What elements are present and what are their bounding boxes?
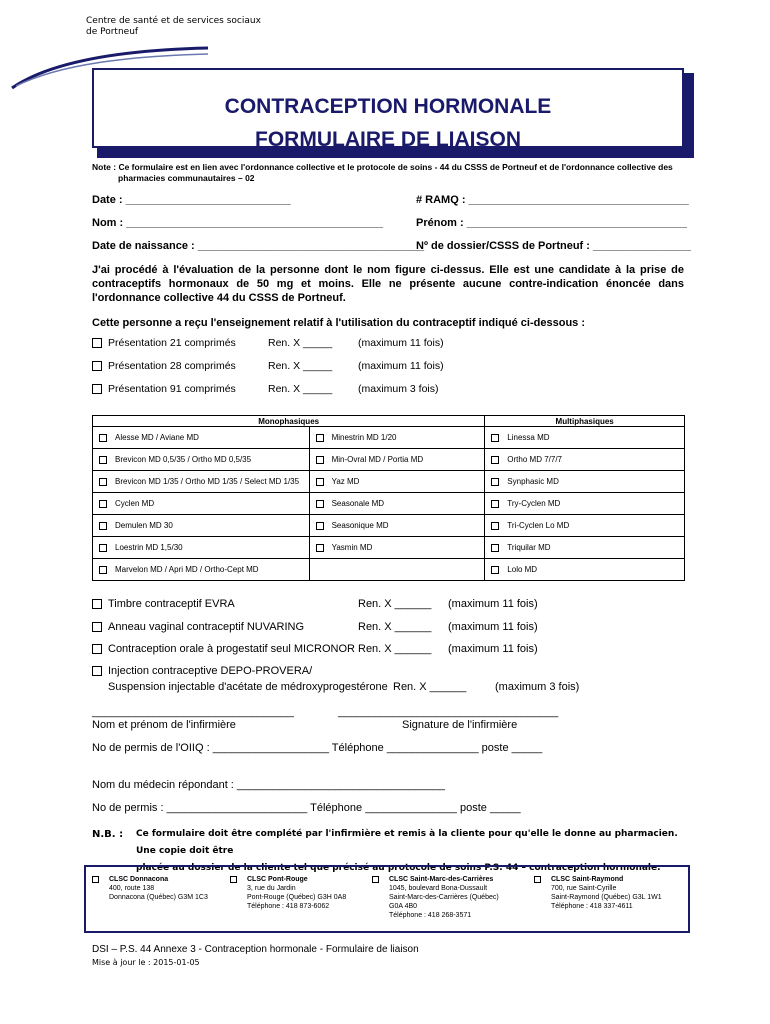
date-naissance-field[interactable]: Date de naissance : _____________________________________ xyxy=(92,240,425,252)
med-label: Triquilar MD xyxy=(507,543,551,552)
clsc-postal: G0A 4B0 xyxy=(389,903,418,910)
med-label: Loestrin MD 1,5/30 xyxy=(115,543,183,552)
depo-provera-row xyxy=(92,665,312,677)
page-title: CONTRACEPTION HORMONALE xyxy=(224,95,552,118)
max-label: (maximum 11 fois) xyxy=(448,598,538,610)
max-label: (maximum 11 fois) xyxy=(358,337,444,349)
max-label: (maximum 3 fois) xyxy=(358,383,439,395)
max-label: (maximum 3 fois) xyxy=(495,681,580,693)
med-label: Synphasic MD xyxy=(507,477,559,486)
med-label: Min-Ovral MD / Portia MD xyxy=(331,455,424,464)
evaluation-paragraph: J'ai procédé à l'évaluation de la personne dont le nom figure ci-dessus. Elle est une candidate à la prise de contraceptifs hormonaux de 50 mg et moins. Elle ne présente aucune contre-indication énoncée dans l'ordonnance collective 44 du CSSS de Portneuf. xyxy=(92,264,684,304)
med-label: Demulen MD 30 xyxy=(115,521,173,530)
clsc-checkbox[interactable] xyxy=(230,876,237,883)
clsc-checkbox[interactable] xyxy=(372,876,379,883)
med-checkbox[interactable] xyxy=(491,522,499,530)
med-label: Tri-Cyclen Lo MD xyxy=(507,521,570,530)
empty-cell xyxy=(309,559,485,581)
clsc-city: Saint-Raymond (Québec) G3L 1W1 xyxy=(551,894,662,901)
clsc-address: 400, route 138 xyxy=(109,885,155,892)
med-label: Ortho MD 7/7/7 xyxy=(507,455,562,464)
clsc-box xyxy=(84,865,690,933)
clsc-address: 1045, boulevard Bona-Dussault xyxy=(389,885,488,892)
presentation-28-checkbox[interactable] xyxy=(92,361,102,371)
clsc-saint-raymond xyxy=(534,875,662,911)
footer-update-date: Mise à jour le : 2015-01-05 xyxy=(92,958,200,967)
clsc-donnacona xyxy=(92,875,208,902)
med-label: Seasonale MD xyxy=(331,499,385,508)
dossier-field[interactable]: Nº de dossier/CSSS de Portneuf : ________________ xyxy=(416,240,691,252)
ren-field[interactable]: Ren. X ______ xyxy=(358,598,432,610)
title-box xyxy=(92,68,684,151)
enseignement-paragraph: Cette personne a reçu l'enseignement relatif à l'utilisation du contraceptif indiqué ci-dessous : xyxy=(92,317,585,329)
ren-field[interactable]: Ren. X _____ xyxy=(268,383,333,395)
med-checkbox[interactable] xyxy=(99,456,107,464)
clsc-address: 3, rue du Jardin xyxy=(247,885,296,892)
depo-provera-checkbox[interactable] xyxy=(92,666,102,676)
med-label: Lolo MD xyxy=(507,565,538,574)
nom-field[interactable]: Nom : __________________________________________ xyxy=(92,217,384,229)
table-row xyxy=(93,471,685,493)
table-row xyxy=(93,515,685,537)
med-checkbox[interactable] xyxy=(99,522,107,530)
max-label: (maximum 11 fois) xyxy=(448,621,538,633)
max-label: (maximum 11 fois) xyxy=(358,360,444,372)
ren-field[interactable]: Ren. X ______ xyxy=(393,681,467,693)
multiphasiques-header: Multiphasiques xyxy=(485,416,685,427)
med-label: Yasmin MD xyxy=(331,543,373,552)
clsc-pont-rouge xyxy=(230,875,346,911)
clsc-checkbox[interactable] xyxy=(92,876,99,883)
med-checkbox[interactable] xyxy=(491,566,499,574)
presentation-label: Présentation 91 comprimés xyxy=(108,383,236,395)
nuvaring-label: Anneau vaginal contraceptif NUVARING xyxy=(108,621,305,633)
med-label: Cyclen MD xyxy=(115,499,155,508)
med-checkbox[interactable] xyxy=(491,478,499,486)
med-label: Brevicon MD 1/35 / Ortho MD 1/35 / Select MD 1/35 xyxy=(115,477,300,486)
presentation-21-checkbox[interactable] xyxy=(92,338,102,348)
clsc-name: CLSC Donnacona xyxy=(109,876,169,883)
table-row xyxy=(93,449,685,471)
clsc-city: Saint-Marc-des-Carrières (Québec) xyxy=(389,894,499,901)
presentation-21-row xyxy=(92,337,236,349)
presentation-91-checkbox[interactable] xyxy=(92,384,102,394)
presentation-91-row xyxy=(92,383,236,395)
clsc-address: 700, rue Saint-Cyrille xyxy=(551,885,617,892)
med-label: Minestrin MD 1/20 xyxy=(331,433,397,442)
clsc-phone: Téléphone : 418 337-4611 xyxy=(551,903,633,910)
nb-label: N.B. : xyxy=(92,829,124,840)
med-checkbox[interactable] xyxy=(316,434,324,442)
nom-infirmiere-line[interactable]: _________________________________ xyxy=(92,706,294,718)
depo-provera-sublabel: Suspension injectable d'acétate de médroxyprogestérone xyxy=(108,681,388,693)
micronor-label: Contraception orale à progestatif seul MICRONOR xyxy=(108,643,355,655)
permis-medecin-field[interactable]: No de permis : _______________________ Téléphone _______________ poste _____ xyxy=(92,802,521,814)
med-checkbox[interactable] xyxy=(99,566,107,574)
med-checkbox[interactable] xyxy=(99,500,107,508)
med-checkbox[interactable] xyxy=(491,434,499,442)
ramq-field[interactable]: # RAMQ : ____________________________________ xyxy=(416,194,689,206)
org-line-1: Centre de santé et de services sociaux xyxy=(86,16,261,26)
permis-oiiq-field[interactable]: No de permis de l'OIIQ : ___________________ Téléphone _______________ poste _____ xyxy=(92,742,543,754)
table-row xyxy=(93,493,685,515)
clsc-phone: Téléphone : 418 873-6062 xyxy=(247,903,330,910)
table-row xyxy=(93,537,685,559)
presentation-label: Présentation 21 comprimés xyxy=(108,337,236,349)
med-label: Marvelon MD / Apri MD / Ortho-Cept MD xyxy=(115,565,259,574)
signature-infirmiere-line[interactable]: ____________________________________ xyxy=(338,706,559,718)
med-label: Seasonique MD xyxy=(331,521,389,530)
nom-infirmiere-label: Nom et prénom de l'infirmière xyxy=(92,719,236,731)
med-checkbox[interactable] xyxy=(316,544,324,552)
med-label: Brevicon MD 0,5/35 / Ortho MD 0,5/35 xyxy=(115,455,252,464)
med-checkbox[interactable] xyxy=(316,522,324,530)
depo-provera-label: Injection contraceptive DEPO-PROVERA/ xyxy=(108,665,313,677)
clsc-city: Donnacona (Québec) G3M 1C3 xyxy=(109,894,208,901)
max-label: (maximum 11 fois) xyxy=(448,643,538,655)
clsc-name: CLSC Saint-Marc-des-Carrières xyxy=(389,876,494,883)
med-label: Yaz MD xyxy=(331,477,360,486)
nuvaring-row xyxy=(92,621,304,633)
org-line-2: de Portneuf xyxy=(86,27,139,37)
med-checkbox[interactable] xyxy=(316,500,324,508)
footer-reference: DSI – P.S. 44 Annexe 3 - Contraception hormonale - Formulaire de liaison xyxy=(92,944,419,955)
evra-row xyxy=(92,598,235,610)
organization-logo-text xyxy=(86,16,261,38)
clsc-phone: Téléphone : 418 268-3571 xyxy=(389,912,472,919)
med-label: Linessa MD xyxy=(507,433,550,442)
clsc-name: CLSC Pont-Rouge xyxy=(247,876,308,883)
table-row xyxy=(93,559,685,581)
med-checkbox[interactable] xyxy=(99,478,107,486)
ren-field[interactable]: Ren. X _____ xyxy=(268,360,333,372)
presentation-28-row xyxy=(92,360,236,372)
table-row xyxy=(93,427,685,449)
ren-field[interactable]: Ren. X ______ xyxy=(358,621,432,633)
med-checkbox[interactable] xyxy=(316,478,324,486)
note-line-1: Note : Ce formulaire est en lien avec l'ordonnance collective et le protocole de soins - 44 du CSSS de Portneuf et de l'ordonnance collective des xyxy=(92,162,673,172)
med-label: Try-Cyclen MD xyxy=(507,499,561,508)
med-checkbox[interactable] xyxy=(99,544,107,552)
medecin-field[interactable]: Nom du médecin répondant : __________________________________ xyxy=(92,779,445,791)
clsc-saint-marc xyxy=(372,875,499,920)
micronor-checkbox[interactable] xyxy=(92,644,102,654)
evra-label: Timbre contraceptif EVRA xyxy=(108,598,235,610)
signature-infirmiere-label: Signature de l'infirmière xyxy=(402,719,518,731)
presentation-label: Présentation 28 comprimés xyxy=(108,360,236,372)
page-subtitle: FORMULAIRE DE LIAISON xyxy=(255,128,521,151)
med-checkbox[interactable] xyxy=(316,456,324,464)
med-checkbox[interactable] xyxy=(491,456,499,464)
monophasiques-header: Monophasiques xyxy=(93,416,485,427)
ren-field[interactable]: Ren. X _____ xyxy=(268,337,333,349)
date-field[interactable]: Date : ___________________________ xyxy=(92,194,291,206)
clsc-checkbox[interactable] xyxy=(534,876,541,883)
clsc-name: CLSC Saint-Raymond xyxy=(551,876,624,883)
note-line-2: pharmacies communautaires – 02 xyxy=(118,173,255,183)
contraceptive-table xyxy=(92,415,685,581)
clsc-city: Pont-Rouge (Québec) G3H 0A8 xyxy=(247,894,347,901)
med-checkbox[interactable] xyxy=(99,434,107,442)
med-checkbox[interactable] xyxy=(491,500,499,508)
nb-line-1: Ce formulaire doit être complété par l'infirmière et remis à la cliente pour qu'elle le donne au pharmacien. Une copie doit être xyxy=(136,829,678,856)
nuvaring-checkbox[interactable] xyxy=(92,622,102,632)
med-checkbox[interactable] xyxy=(491,544,499,552)
nb-line-2: placée au dossier de la cliente tel que précisé au protocole de soins P.S. 44 – contraception hormonale. xyxy=(136,863,661,873)
ren-field[interactable]: Ren. X ______ xyxy=(358,643,432,655)
micronor-row xyxy=(92,643,355,655)
prenom-field[interactable]: Prénom : ____________________________________ xyxy=(416,217,687,229)
note xyxy=(92,162,682,184)
med-label: Alesse MD / Aviane MD xyxy=(115,433,199,442)
evra-checkbox[interactable] xyxy=(92,599,102,609)
